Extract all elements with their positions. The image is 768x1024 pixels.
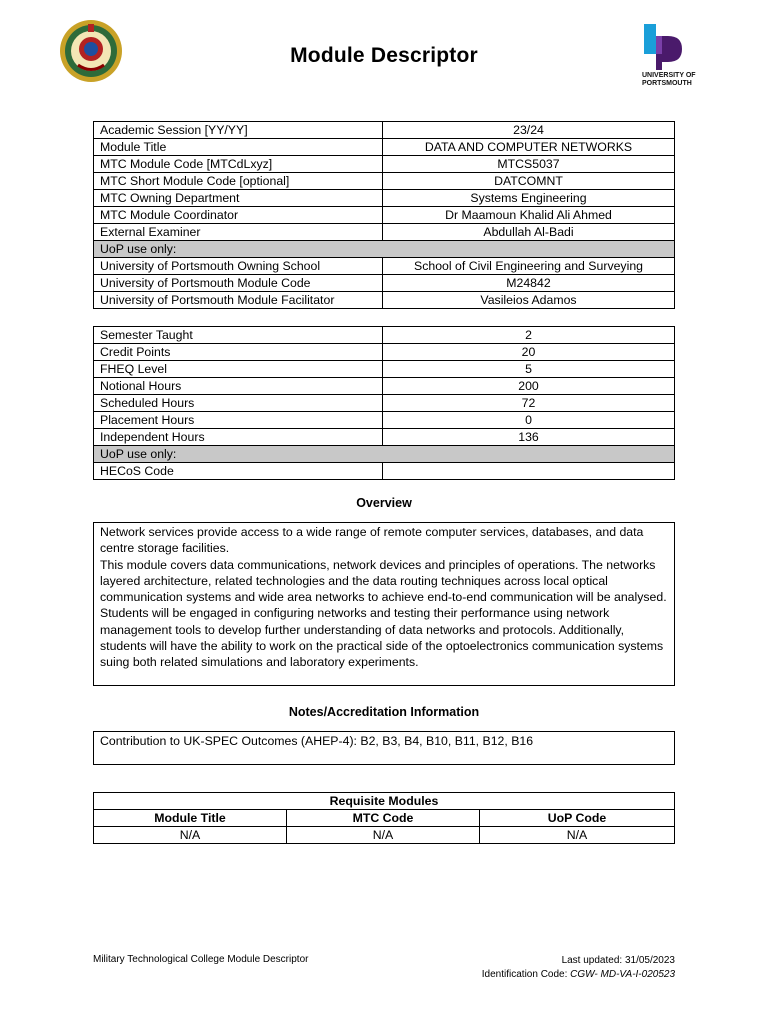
row-value: Dr Maamoun Khalid Ali Ahmed [383,207,675,224]
requisite-header-row [94,810,675,827]
row-value: Vasileios Adamos [383,292,675,309]
row-value: Systems Engineering [383,190,675,207]
column-header-mtc-code: MTC Code [287,810,480,827]
row-value: 20 [383,344,675,361]
university-of-portsmouth-logo [636,22,708,92]
last-updated: Last updated: 31/05/2023 [561,955,675,966]
row-value: 200 [383,378,675,395]
footer-meta [482,954,675,982]
uop-use-only-label: UoP use only: [94,241,675,258]
module-info-table [93,121,675,309]
row-label: External Examiner [94,224,383,241]
row-label: University of Portsmouth Module Facilitator [94,292,383,309]
requisite-uop-code: N/A [480,827,675,844]
table-row [94,292,675,309]
overview-box [93,522,675,686]
table-row [94,275,675,292]
identification-code-value: CGW- MD-VA-I-020523 [570,969,675,980]
row-label: University of Portsmouth Module Code [94,275,383,292]
table-row [94,122,675,139]
table-row [94,395,675,412]
table-row [94,190,675,207]
table-row [94,412,675,429]
row-label: MTC Short Module Code [optional] [94,173,383,190]
table-row [94,207,675,224]
table-row [94,156,675,173]
column-header-uop-code: UoP Code [480,810,675,827]
table-row [94,827,675,844]
row-value: 2 [383,327,675,344]
row-label: Module Title [94,139,383,156]
identification-code-label: Identification Code: [481,969,571,980]
table-row [94,344,675,361]
row-value: Abdullah Al-Badi [383,224,675,241]
uop-section-row [94,446,675,463]
table-row [94,258,675,275]
overview-heading: Overview [356,496,412,510]
overview-paragraph-2: This module covers data communications, network devices and principles of operations. The networks layered architecture, related technologies and the data routing techniques across local optical communication systems and wide area networks to achieve end-to-end communication will be analysed. Students will be engaged in configuring networks and testing their performance using network management tools to develop further understanding of data networks and protocols. Additionally, students will have the ability to work on the practical side of the optoelectronics communication systems suing both related simulations and laboratory experiments. [100,557,667,670]
uop-use-only-label: UoP use only: [94,446,675,463]
row-label: MTC Module Code [MTCdLxyz] [94,156,383,173]
row-label: MTC Module Coordinator [94,207,383,224]
row-value: 0 [383,412,675,429]
table-row [94,378,675,395]
uop-section-row [94,241,675,258]
table-row [94,463,675,480]
row-label: Scheduled Hours [94,395,383,412]
requisite-title-row [94,793,675,810]
row-label: University of Portsmouth Owning School [94,258,383,275]
page-title: Module Descriptor [290,44,478,67]
row-value: 23/24 [383,122,675,139]
table-row [94,361,675,378]
row-label: Academic Session [YY/YY] [94,122,383,139]
hours-table [93,326,675,480]
row-value: School of Civil Engineering and Surveying [383,258,675,275]
row-value: 72 [383,395,675,412]
row-label: Credit Points [94,344,383,361]
row-value: DATCOMNT [383,173,675,190]
column-header-module-title: Module Title [94,810,287,827]
row-value: MTCS5037 [383,156,675,173]
row-value: 136 [383,429,675,446]
uop-logo-text-1: UNIVERSITY OF [642,72,696,79]
footer-college-name: Military Technological College Module Descriptor [93,954,309,965]
row-label: Semester Taught [94,327,383,344]
row-label: Independent Hours [94,429,383,446]
row-label: FHEQ Level [94,361,383,378]
requisite-title: Requisite Modules [94,793,675,810]
uop-logo-text-2: PORTSMOUTH [642,80,692,87]
row-value: 5 [383,361,675,378]
requisite-modules-table [93,792,675,844]
table-row [94,139,675,156]
table-row [94,327,675,344]
table-row [94,224,675,241]
notes-heading: Notes/Accreditation Information [288,705,480,719]
uop-mark-icon [636,22,708,72]
table-row [94,429,675,446]
requisite-module-title: N/A [94,827,287,844]
hecos-value [383,463,675,480]
hecos-label: HECoS Code [94,463,383,480]
row-label: MTC Owning Department [94,190,383,207]
table-row [94,173,675,190]
overview-paragraph-1: Network services provide access to a wide range of remote computer services, databases, and data centre storage facilities. [100,525,644,556]
row-label: Notional Hours [94,378,383,395]
notes-box [93,731,675,765]
row-label: Placement Hours [94,412,383,429]
notes-text: Contribution to UK-SPEC Outcomes (AHEP-4): B2, B3, B4, B10, B11, B12, B16 [100,734,534,748]
row-value: M24842 [383,275,675,292]
requisite-mtc-code: N/A [287,827,480,844]
row-value: DATA AND COMPUTER NETWORKS [383,139,675,156]
